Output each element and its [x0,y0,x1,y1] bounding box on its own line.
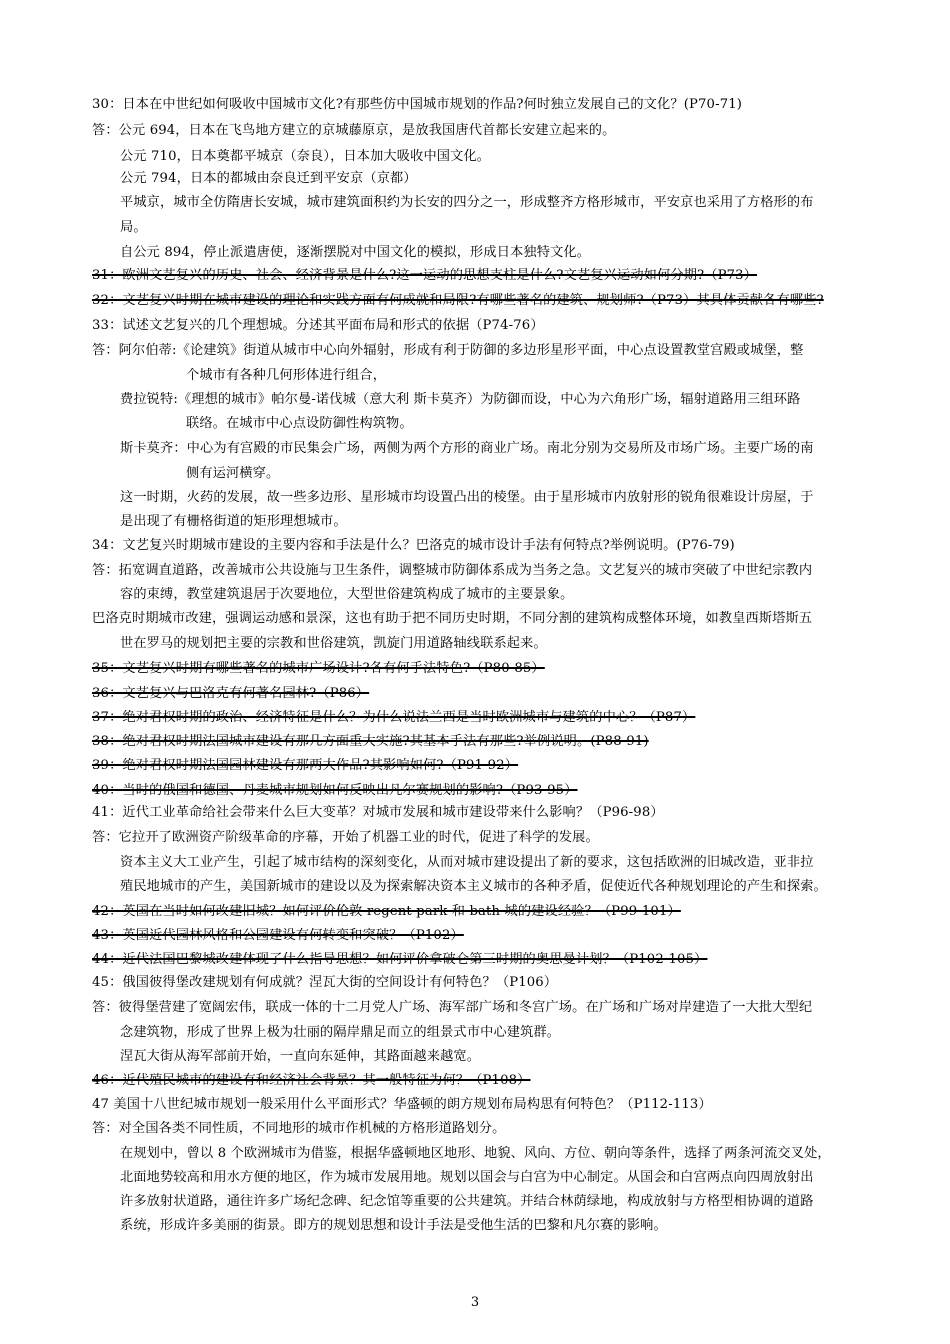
answer-line: 答：它拉开了欧洲资产阶级革命的序幕，开始了机器工业的时代，促进了科学的发展。 [92,830,599,845]
answer-line: 世在罗马的规划把主要的宗教和世俗建筑，凯旋门用道路轴线联系起来。 [120,636,547,651]
answer-line: 答：拓宽调直道路，改善城市公共设施与卫生条件，调整城市防御体系成为当务之急。文艺复兴的城市突破了中世纪宗教内 [92,563,813,578]
answer-line: 这一时期，火药的发展，故一些多边形、星形城市均设置凸出的棱堡。由于星形城市内放射形的锐角很难设计房屋，于 [120,490,814,505]
answer-line: 斯卡莫齐：中心为有宫殿的市民集会广场，两侧为两个方形的商业广场。南北分别为交易所及市场广场。主要广场的南 [120,441,814,456]
question-39-struck: 39：绝对君权时期法国园林建设有那两大作品?其影响如何?（P91-92） [92,758,519,773]
answer-line: 念建筑物，形成了世界上极为壮丽的隔岸鼎足而立的组景式市中心建筑群。 [120,1025,561,1040]
question-31-struck: 31：欧洲文艺复兴的历史、社会、经济背景是什么?这一运动的思想支柱是什么?文艺复兴运动如何分期?（P73） [92,268,758,283]
answer-line: 答：彼得堡营建了宽阔宏伟，联成一体的十二月党人广场、海军部广场和冬宫广场。在广场和广场对岸建造了一大批大型纪 [92,1000,813,1015]
answer-line: 公元 794，日本的都城由奈良迁到平安京（京都） [120,171,417,186]
answer-line: 平城京，城市全仿隋唐长安城，城市建筑面积约为长安的四分之一，形成整齐方格形城市，平安京也采用了方格形的布 [120,195,814,210]
answer-line: 公元 710，日本奠都平城京（奈良），日本加大吸收中国文化。 [120,149,491,164]
answer-line: 答：对全国各类不同性质，不同地形的城市作机械的方格形道路划分。 [92,1121,506,1136]
question-33: 33：试述文艺复兴的几个理想城。分述其平面布局和形式的依据（P74-76） [92,318,544,333]
question-40-struck: 40：当时的俄国和德国、丹麦城市规划如何反映出凡尔赛规划的影响?（P93-95） [92,783,578,798]
answer-line: 在规划中，曾以 8 个欧洲城市为借鉴，根据华盛顿地区地形、地貌、风向、方位、朝向等条件，选择了两条河流交叉处， [120,1146,831,1161]
answer-line: 北面地势较高和用水方便的地区，作为城市发展用地。规划以国会与白宫为中心制定。从国会和白宫两点向四周放射出 [120,1170,814,1185]
question-41: 41：近代工业革命给社会带来什么巨大变革？对城市发展和城市建设带来什么影响？（P96-98） [92,805,664,820]
answer-line: 许多放射状道路，通往许多广场纪念碑、纪念馆等重要的公共建筑。并结合林荫绿地，构成放射与方格型相协调的道路 [120,1194,814,1209]
question-42-struck: 42：英国在当时如何改建旧城？如何评价伦敦 regent park 和 bath 城的建设经验？（P99-101） [92,904,681,919]
question-32-struck: 32：文艺复兴时期在城市建设的理论和实践方面有何成就和局限?有哪些著名的建筑、规划师?（P73）其具体贡献各有哪些? [92,293,824,308]
page-number: 3 [470,1295,480,1310]
answer-line: 个城市有各种几何形体进行组合， [186,368,387,383]
question-36-struck: 36：文艺复兴与巴洛克有何著名园林?（P86） [92,686,370,701]
answer-line: 费拉锐特:《理想的城市》帕尔曼-诺伐城（意大利 斯卡莫齐）为防御而设，中心为六角形广场，辐射道路用三组环路 [120,392,801,407]
question-45: 45：俄国彼得堡改建规划有何成就？涅瓦大街的空间设计有何特色？（P106） [92,975,558,990]
question-30: 30：日本在中世纪如何吸收中国城市文化?有那些仿中国城市规划的作品?何时独立发展自己的文化？(P70-71) [92,97,743,112]
answer-line: 联络。在城市中心点设防御性构筑物。 [186,416,413,431]
question-34: 34：文艺复兴时期城市建设的主要内容和手法是什么？巴洛克的城市设计手法有何特点?举例说明。(P76-79) [92,538,735,553]
question-47: 47 美国十八世纪城市规划一般采用什么平面形式？华盛顿的朗方规划布局构思有何特色？（P112-113） [92,1097,712,1112]
question-37-struck: 37：绝对君权时期的政治、经济特征是什么？为什么说法兰西是当时欧洲城市与建筑的中心？（P87） [92,710,696,725]
answer-line: 局。 [120,220,147,235]
answer-line: 自公元 894，停止派遣唐使，逐渐摆脱对中国文化的模拟，形成日本独特文化。 [120,245,591,260]
question-35-struck: 35：文艺复兴时期有哪些著名的城市广场设计?各有何手法特色?（P80-85） [92,661,545,676]
answer-line: 资本主义大工业产生，引起了城市结构的深刻变化，从而对城市建设提出了新的要求，这包括欧洲的旧城改造，亚非拉 [120,855,814,870]
answer-line: 是出现了有栅格街道的矩形理想城市。 [120,514,347,529]
question-43-struck: 43：英国近代园林风格和公园建设有何转变和突破？（P102） [92,928,464,943]
answer-line: 系统，形成许多美丽的街景。即方的规划思想和设计手法是受他生活的巴黎和凡尔赛的影响。 [120,1218,667,1233]
question-38-struck: 38：绝对君权时期法国城市建设有那几方面重大实施?其基本手法有那些?举例说明。(P88-91) [92,734,649,749]
answer-line: 容的束缚，教堂建筑退居于次要地位，大型世俗建筑构成了城市的主要景象。 [120,587,574,602]
answer-line: 巴洛克时期城市改建，强调运动感和景深，这也有助于把不同历史时期，不同分割的建筑构成整体环境，如教皇西斯塔斯五 [92,611,813,626]
answer-line: 侧有运河横穿。 [186,466,280,481]
answer-line: 答：阿尔伯蒂:《论建筑》街道从城市中心向外辐射，形成有利于防御的多边形星形平面，中心点设置教堂宫殿或城堡，整 [92,343,804,358]
question-46-struck: 46：近代殖民城市的建设有和经济社会背景？其一般特征为何？（P108） [92,1073,531,1088]
answer-line: 答：公元 694，日本在飞鸟地方建立的京城藤原京，是放我国唐代首都长安建立起来的。 [92,123,616,138]
answer-line: 殖民地城市的产生，美国新城市的建设以及为探索解决资本主义城市的各种矛盾，促使近代各种规划理论的产生和探索。 [120,879,827,894]
question-44-struck: 44：近代法国巴黎城改建体现了什么指导思想？如何评价拿破仑第三时期的奥思曼计划？（P102-105） [92,952,708,967]
answer-line: 涅瓦大街从海军部前开始，一直向东延伸，其路面越来越宽。 [120,1049,481,1064]
